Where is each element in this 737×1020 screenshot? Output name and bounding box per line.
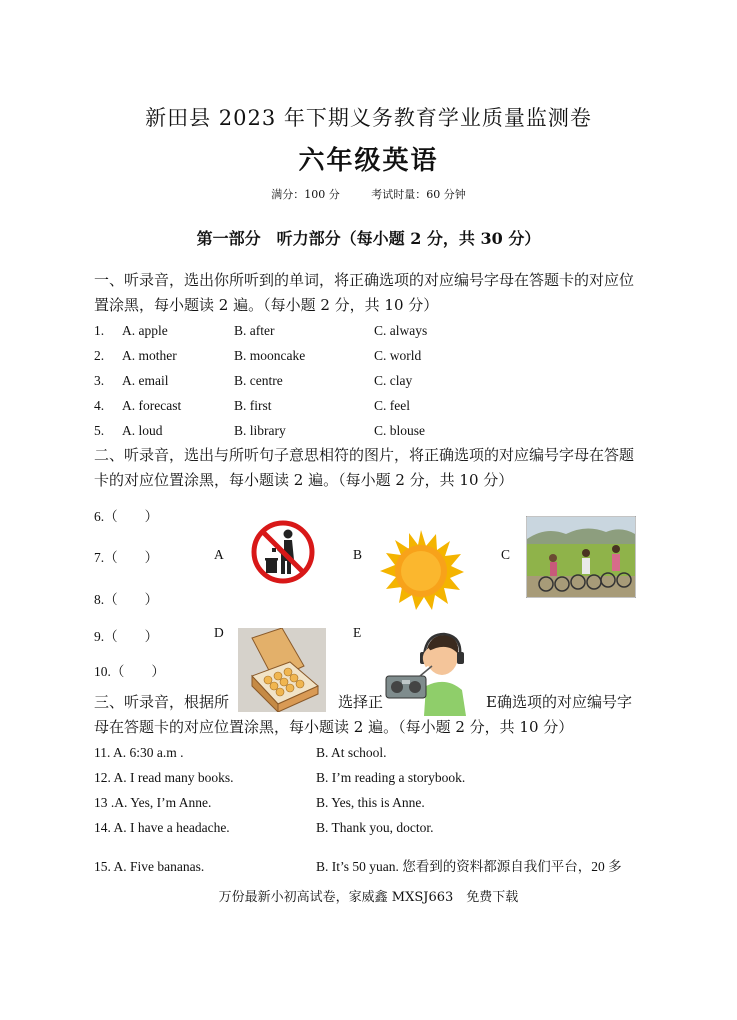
option-a: A. forecast bbox=[122, 398, 182, 413]
option-c: C. clay bbox=[374, 373, 413, 388]
option-a: A. loud bbox=[122, 423, 163, 438]
document-subtitle: 六年级英语 bbox=[298, 146, 439, 176]
option-b: B. Yes, this is Anne. bbox=[316, 795, 425, 810]
boy-with-headphones-icon bbox=[380, 626, 476, 716]
answer-bracket-6: 6.（ ） bbox=[94, 509, 159, 524]
option-b: B. It’s 50 yuan. 您看到的资料都源自我们平台，20 多 bbox=[316, 859, 622, 874]
picture-label-c: C bbox=[501, 547, 511, 562]
option-a: 13 .A. Yes, I’m Anne. bbox=[94, 795, 212, 810]
question-number: 3. bbox=[94, 373, 105, 388]
option-c: C. feel bbox=[374, 398, 410, 413]
option-a: A. apple bbox=[122, 323, 168, 338]
question-number: 2. bbox=[94, 348, 105, 363]
answer-bracket-10: 10.（ ） bbox=[94, 664, 165, 679]
option-a: 14. A. I have a headache. bbox=[94, 820, 230, 835]
question-number: 5. bbox=[94, 423, 105, 438]
answer-bracket-9: 9.（ ） bbox=[94, 629, 159, 644]
option-c: C. world bbox=[374, 348, 422, 363]
full-score: 满分：100 分 bbox=[271, 188, 340, 201]
question-number: 1. bbox=[94, 323, 105, 338]
section3-instruction-part2: 选择正 bbox=[338, 693, 384, 711]
option-a: A. mother bbox=[122, 348, 177, 363]
picture-label-b: B bbox=[353, 547, 363, 562]
answer-bracket-8: 8.（ ） bbox=[94, 592, 159, 607]
section1-instruction: 一、听录音，选出你所听到的单词，将正确选项的对应编号字母在答题卡的对应位置涂黑，每小题读 2 遍。（每小题 2 分，共 10 分） bbox=[94, 271, 635, 314]
section2-instruction: 二、听录音，选出与所听句子意思相符的图片，将正确选项的对应编号字母在答题卡的对应位置涂黑，每小题读 2 遍。（每小题 2 分，共 10 分） bbox=[94, 446, 635, 489]
no-littering-icon bbox=[250, 514, 316, 590]
option-b: B. I’m reading a storybook. bbox=[316, 770, 466, 785]
option-b: B. library bbox=[234, 423, 286, 438]
option-b: B. first bbox=[234, 398, 272, 413]
option-b: B. Thank you, doctor. bbox=[316, 820, 434, 835]
section3-instruction-line2: 母在答题卡的对应位置涂黑，每小题读 2 遍。（每小题 2 分，共 10 分） bbox=[94, 718, 574, 736]
answer-bracket-7: 7.（ ） bbox=[94, 550, 159, 565]
picture-label-e: E bbox=[353, 625, 362, 640]
sun-icon bbox=[378, 528, 464, 612]
question-number: 4. bbox=[94, 398, 105, 413]
option-b: B. after bbox=[234, 323, 275, 338]
option-c: C. always bbox=[374, 323, 428, 338]
option-c: C. blouse bbox=[374, 423, 426, 438]
exam-meta bbox=[0, 186, 737, 202]
section3-instruction-part3: E确选项的对应编号字 bbox=[486, 693, 632, 711]
part1-heading: 第一部分 听力部分（每小题 2 分，共 30 分） bbox=[196, 229, 541, 248]
option-a: 15. A. Five bananas. bbox=[94, 859, 205, 874]
exam-time: 考试时量：60 分钟 bbox=[371, 188, 466, 201]
mooncake-box-icon bbox=[238, 628, 326, 712]
picture-label-d: D bbox=[214, 625, 224, 640]
section3-instruction-part1: 三、听录音，根据所 bbox=[94, 693, 230, 711]
option-a: 12. A. I read many books. bbox=[94, 770, 234, 785]
picture-label-a: A bbox=[214, 547, 224, 562]
option-b: B. centre bbox=[234, 373, 283, 388]
footer-note: 万份最新小初高试卷，家威鑫 MXSJ663 免费下载 bbox=[218, 890, 519, 905]
family-cycling-photo bbox=[526, 516, 636, 598]
option-b: B. mooncake bbox=[234, 348, 306, 363]
document-title: 新田县 2023 年下期义务教育学业质量监测卷 bbox=[145, 106, 592, 130]
option-a: A. email bbox=[122, 373, 169, 388]
option-b: B. At school. bbox=[316, 745, 387, 760]
option-a: 11. A. 6:30 a.m . bbox=[94, 745, 184, 760]
